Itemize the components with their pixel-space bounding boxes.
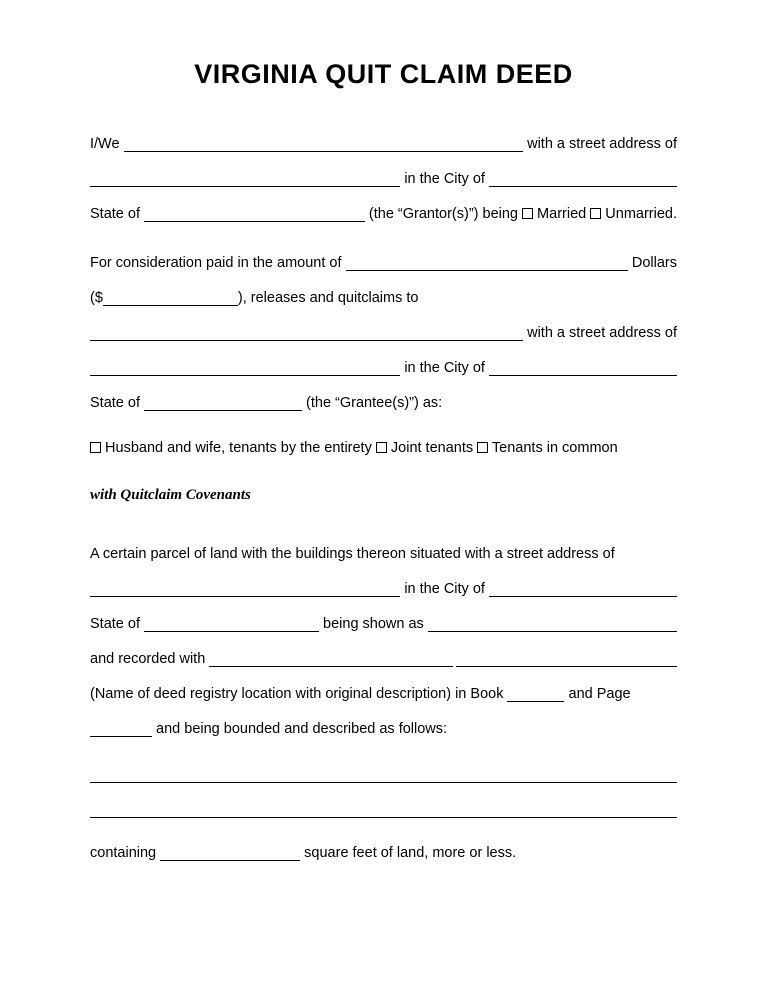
form-body [90,117,677,861]
text-run: Joint tenants [386,440,478,456]
block-description [90,748,677,818]
text-run: State of [90,206,145,222]
form-line [90,271,677,306]
blank-field[interactable] [90,338,523,341]
blank-field[interactable] [90,594,400,597]
text-run: ($ [90,290,103,306]
checkbox[interactable] [522,208,533,219]
block-containing [90,826,677,861]
blank-field[interactable] [144,219,365,222]
form-line [90,152,677,187]
document-title: VIRGINIA QUIT CLAIM DEED [194,59,573,89]
text-run: in the City of [400,581,489,597]
text-run: Married [533,206,591,222]
text-run: and Page [564,686,631,702]
form-line [90,562,677,597]
blank-field[interactable] [160,858,300,861]
form-line [90,306,677,341]
blank-field[interactable] [456,664,677,667]
text-run: (Name of deed registry location with original description) in Book [90,686,508,702]
form-line [90,187,677,222]
blank-field[interactable] [507,699,564,702]
checkbox[interactable] [376,442,387,453]
text-run: I/We [90,136,124,152]
checkbox[interactable] [590,208,601,219]
checkbox[interactable] [477,442,488,453]
text-run: and recorded with [90,651,210,667]
text-run: State of [90,395,145,411]
text-run: Unmarried. [601,206,677,222]
blank-field[interactable] [144,629,319,632]
text-run: Husband and wife, tenants by the entirety [101,440,376,456]
text-run: For consideration paid in the amount of [90,255,346,271]
form-line [90,783,677,818]
blank-field[interactable] [489,594,677,597]
text-run: and being bounded and described as follows: [152,721,448,737]
block-grantor [90,117,677,222]
blank-field[interactable] [90,373,400,376]
blank-field[interactable] [209,664,452,667]
blank-field[interactable] [124,149,523,152]
form-line [90,527,677,562]
text-run: containing [90,845,161,861]
block-tenancy [90,421,677,456]
blank-field[interactable] [90,184,400,187]
blank-field[interactable] [489,184,677,187]
blank-field[interactable] [489,373,677,376]
form-line [90,117,677,152]
blank-field[interactable] [90,734,152,737]
text-run: ), releases and quitclaims to [237,290,419,306]
form-line [90,702,677,737]
text-run: Tenants in common [488,440,618,456]
text-run: A certain parcel of land with the buildings thereon situated with a street address of [90,546,615,562]
form-line [90,597,677,632]
checkbox[interactable] [90,442,101,453]
text-run: Dollars [627,255,677,271]
text-run: in the City of [400,171,489,187]
text-run: in the City of [400,360,489,376]
form-line [90,236,677,271]
blank-field[interactable] [90,815,677,818]
block-consideration [90,236,677,411]
block-covenants [90,469,677,504]
form-line [90,667,677,702]
form-line [90,748,677,783]
blank-field[interactable] [103,303,238,306]
text-run: (the “Grantor(s)”) being [364,206,523,222]
blank-field[interactable] [90,780,677,783]
form-line [90,341,677,376]
text-run: being shown as [319,616,428,632]
blank-field[interactable] [346,268,628,271]
blank-field[interactable] [144,408,302,411]
text-run: square feet of land, more or less. [300,845,517,861]
form-line [90,421,677,456]
form-line [90,469,677,504]
text-run: with a street address of [523,325,677,341]
text-run: State of [90,616,145,632]
blank-field[interactable] [428,629,677,632]
text-run: with a street address of [523,136,677,152]
form-line [90,632,677,667]
form-line [90,826,677,861]
form-line [90,376,677,411]
text-run: with Quitclaim Covenants [90,487,251,503]
block-parcel [90,527,677,737]
text-run: (the “Grantee(s)”) as: [302,395,443,411]
